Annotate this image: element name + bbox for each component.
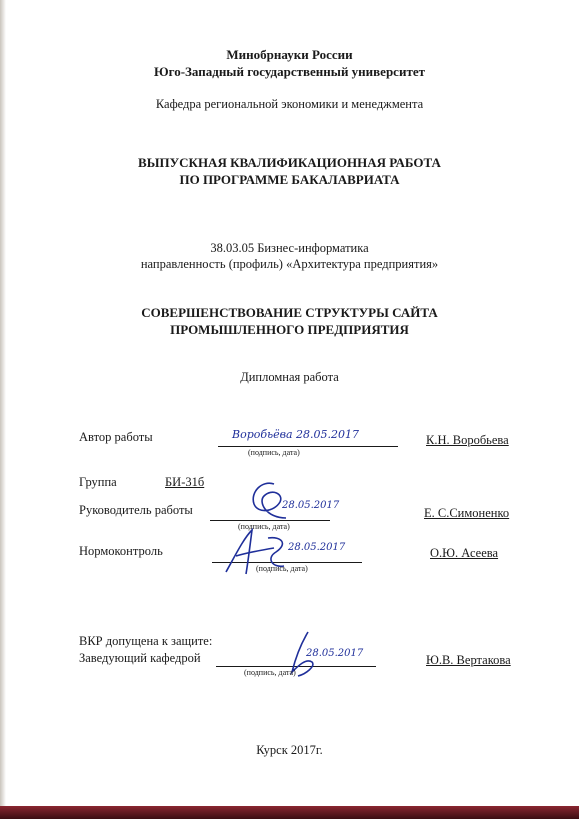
head-signature-hint: (подпись, дата) xyxy=(244,668,296,677)
head-of-department-label: Заведующий кафедрой xyxy=(79,651,201,665)
work-type-line2: ПО ПРОГРАММЕ БАКАЛАВРИАТА xyxy=(179,172,400,187)
topic-line1: СОВЕРШЕНСТВОВАНИЕ СТРУКТУРЫ САЙТА xyxy=(141,305,438,320)
work-type-line1: ВЫПУСКНАЯ КВАЛИФИКАЦИОННАЯ РАБОТА xyxy=(138,155,441,170)
supervisor-label: Руководитель работы xyxy=(79,503,193,517)
author-label: Автор работы xyxy=(79,430,153,444)
normcontrol-handwriting: 28.05.2017 xyxy=(288,542,346,553)
program-code: 38.03.05 Бизнес-информатика xyxy=(210,241,369,255)
normcontrol-name: О.Ю. Асеева xyxy=(430,546,499,560)
normcontrol-signature-hint: (подпись, дата) xyxy=(256,564,308,573)
head-handwriting: 28.05.2017 xyxy=(306,648,364,659)
program-profile: направленность (профиль) «Архитектура предприятия» xyxy=(140,257,439,271)
admission-line: ВКР допущена к защите: xyxy=(79,634,213,648)
supervisor-signature-hint: (подпись, дата) xyxy=(238,522,290,531)
supervisor-name: Е. С.Симоненко xyxy=(424,506,510,520)
author-handwriting: Воробьёва 28.05.2017 xyxy=(232,428,360,441)
university-name: Юго-Западный государственный университет xyxy=(154,64,425,79)
department-name: Кафедра региональной экономики и менеджмента xyxy=(155,97,424,111)
supervisor-handwriting: 28.05.2017 xyxy=(282,500,340,511)
topic-line2: ПРОМЫШЛЕННОГО ПРЕДПРИЯТИЯ xyxy=(170,322,409,337)
author-signature-line xyxy=(218,446,398,447)
group-value: БИ-31б xyxy=(165,475,205,489)
normcontrol-label: Нормоконтроль xyxy=(79,544,163,558)
city-year: Курск 2017г. xyxy=(256,743,323,757)
group-label: Группа xyxy=(79,475,117,489)
author-signature-hint: (подпись, дата) xyxy=(248,448,300,457)
scan-binding-edge xyxy=(0,806,579,819)
ministry-name: Минобрнауки России xyxy=(226,47,353,62)
author-name: К.Н. Воробьева xyxy=(426,433,509,447)
head-of-department-name: Ю.В. Вертакова xyxy=(426,653,511,667)
scan-left-edge xyxy=(0,0,6,819)
document-kind: Дипломная работа xyxy=(240,370,339,384)
